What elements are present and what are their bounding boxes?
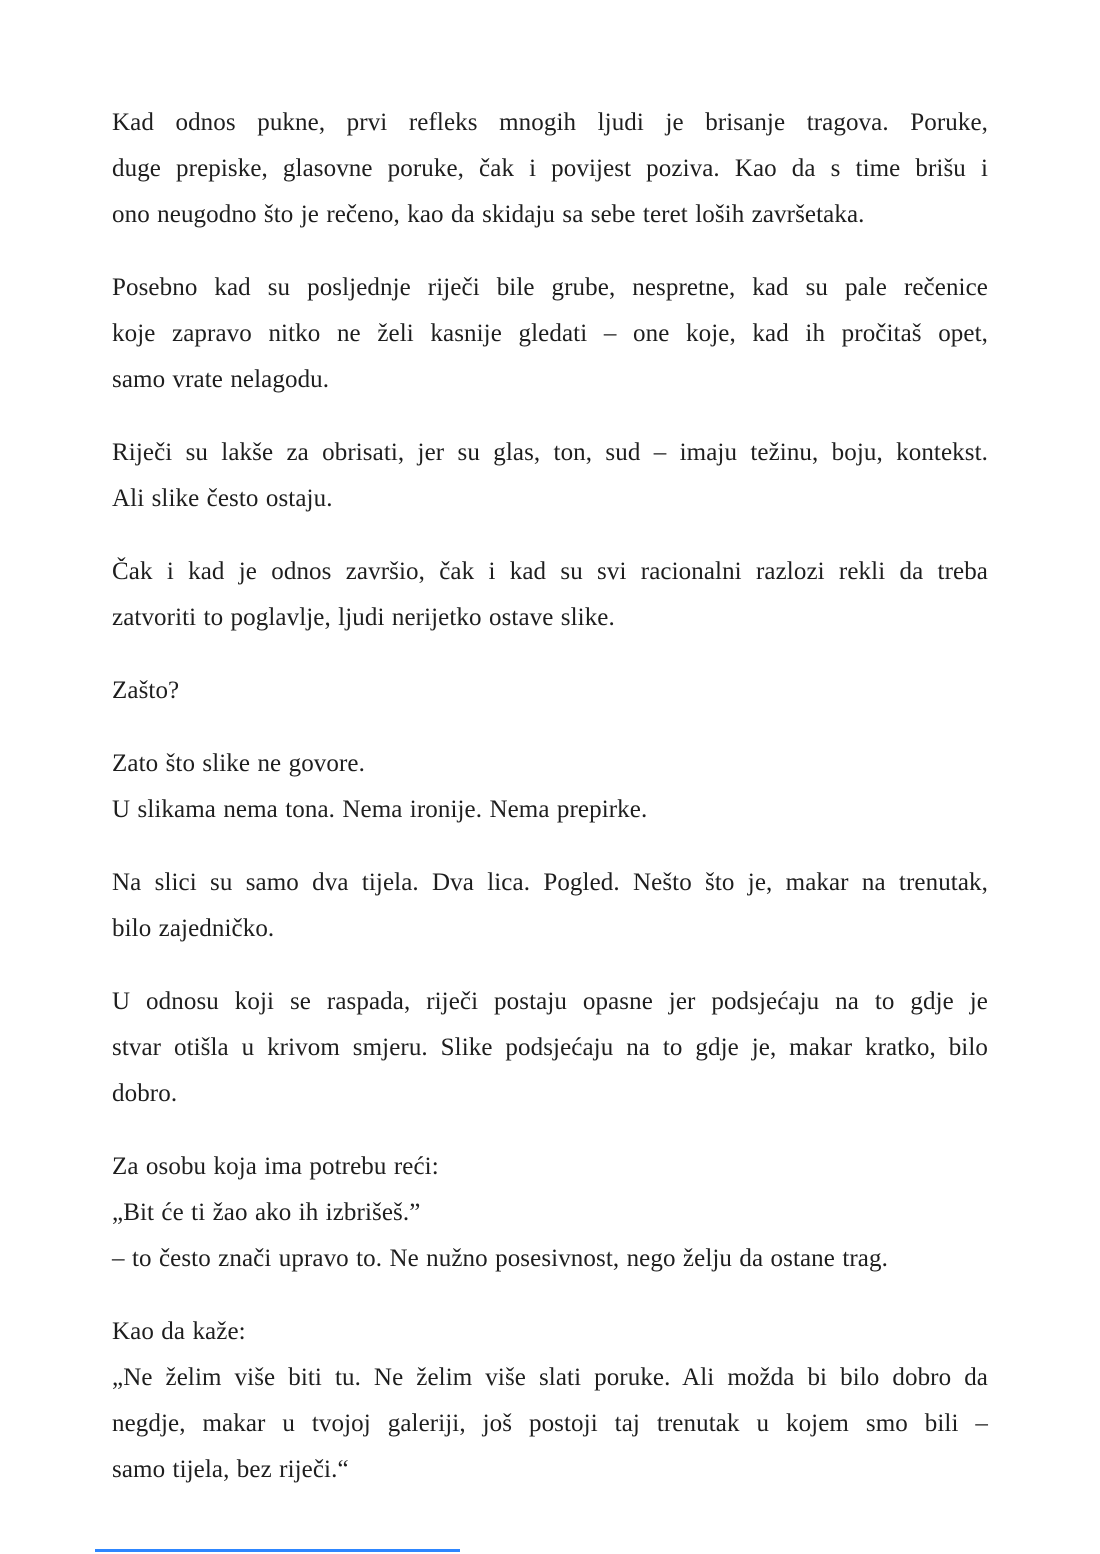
- paragraph: [112, 100, 988, 238]
- paragraph: [112, 741, 988, 833]
- text-line: Kao da kaže:: [112, 1318, 246, 1345]
- text-line: „Bit će ti žao ako ih izbrišeš.”: [112, 1199, 421, 1226]
- text-line: samo vrate nelagodu.: [112, 366, 330, 393]
- text-line: koje zapravo nitko ne želi kasnije gledati – one koje, kad ih pročitaš opet,: [112, 320, 988, 347]
- text-line: U slikama nema tona. Nema ironije. Nema prepirke.: [112, 796, 648, 823]
- text-line: bilo zajedničko.: [112, 915, 275, 942]
- text-line: ono neugodno što je rečeno, kao da skidaju sa sebe teret loših završetaka.: [112, 201, 865, 228]
- text-line: stvar otišla u krivom smjeru. Slike podsjećaju na to gdje je, makar kratko, bilo: [112, 1034, 988, 1061]
- text-line: Posebno kad su posljednje riječi bile grube, nespretne, kad su pale rečenice: [112, 274, 988, 301]
- text-line: Riječi su lakše za obrisati, jer su glas, ton, sud – imaju težinu, boju, kontekst.: [112, 439, 988, 466]
- text-line: dobro.: [112, 1080, 178, 1107]
- paragraph: [112, 668, 988, 714]
- text-line: Čak i kad je odnos završio, čak i kad su svi racionalni razlozi rekli da treba: [112, 558, 988, 585]
- text-line: Kad odnos pukne, prvi refleks mnogih ljudi je brisanje tragova. Poruke,: [112, 109, 988, 136]
- text-line: Na slici su samo dva tijela. Dva lica. Pogled. Nešto što je, makar na trenutak,: [112, 869, 988, 896]
- text-line: Zato što slike ne govore.: [112, 750, 365, 777]
- paragraph: [112, 1309, 988, 1493]
- text-line: negdje, makar u tvojoj galeriji, još postoji taj trenutak u kojem smo bili –: [112, 1410, 988, 1437]
- text-line: zatvoriti to poglavlje, ljudi nerijetko ostave slike.: [112, 604, 615, 631]
- text-line: Ali slike često ostaju.: [112, 485, 333, 512]
- bottom-blue-line: [95, 1549, 460, 1552]
- paragraph: [112, 1144, 988, 1282]
- text-line: U odnosu koji se raspada, riječi postaju opasne jer podsjećaju na to gdje je: [112, 988, 988, 1015]
- text-line: „Ne želim više biti tu. Ne želim više slati poruke. Ali možda bi bilo dobro da: [112, 1364, 988, 1391]
- text-line: samo tijela, bez riječi.“: [112, 1456, 349, 1483]
- text-line: Zašto?: [112, 677, 180, 704]
- text-line: duge prepiske, glasovne poruke, čak i povijest poziva. Kao da s time brišu i: [112, 155, 988, 182]
- paragraph: [112, 860, 988, 952]
- paragraph: [112, 265, 988, 403]
- paragraph: [112, 430, 988, 522]
- text-line: – to često znači upravo to. Ne nužno posesivnost, nego želju da ostane trag.: [112, 1245, 888, 1272]
- text-line: Za osobu koja ima potrebu reći:: [112, 1153, 439, 1180]
- paragraph: [112, 979, 988, 1117]
- paragraph: [112, 549, 988, 641]
